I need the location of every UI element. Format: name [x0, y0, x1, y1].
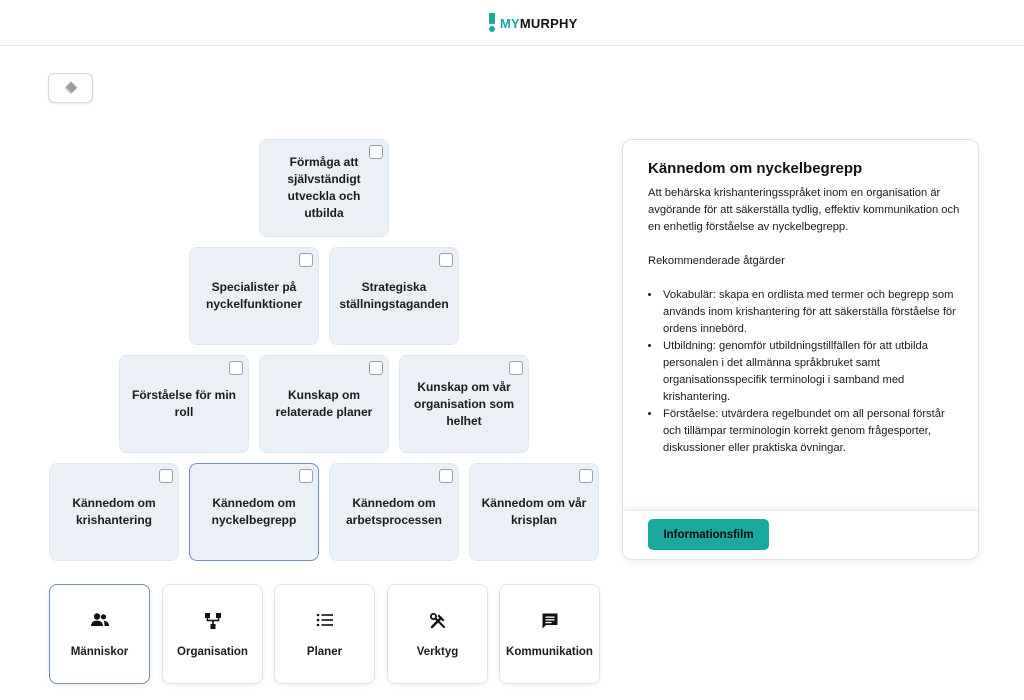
- tile-kannedom-om-arbetsprocessen[interactable]: [329, 463, 459, 561]
- eraser-button[interactable]: [48, 73, 93, 103]
- category-label: Människor: [70, 646, 129, 658]
- logo[interactable]: [489, 13, 577, 33]
- info-panel: [622, 139, 979, 560]
- tile-label: Kännedom om vår krisplan: [481, 496, 587, 527]
- tile-specialister-pa-nyckelfunktioner[interactable]: [189, 247, 319, 345]
- tile-checkbox[interactable]: [159, 469, 173, 483]
- category-label: Planer: [306, 646, 343, 658]
- category-manniskor[interactable]: [49, 584, 150, 684]
- tools-icon: [429, 612, 447, 630]
- tile-label: Förmåga att självständigt utveckla och utbilda: [287, 155, 361, 220]
- tile-checkbox[interactable]: [579, 469, 593, 483]
- action-item: • Vokabulär: skapa en ordlista med termer och begrepp som används inom krishantering för att säkerställa förståelse för ordens innebörd.: [661, 287, 960, 338]
- informationsfilm-button[interactable]: Informationsfilm: [648, 519, 769, 550]
- tile-kannedom-om-krishantering[interactable]: [49, 463, 179, 561]
- actions-list: [648, 287, 960, 457]
- info-panel-body: [648, 185, 960, 457]
- action-item: • Förståelse: utvärdera regelbundet om all personal förstår och tillämpar terminologin korrekt genom frågesporter, diskussioner eller praktiska övningar.: [661, 406, 960, 457]
- tile-label: Kunskap om relaterade planer: [275, 388, 373, 419]
- logo-mark-icon: [489, 13, 497, 33]
- info-panel-title: Kännedom om nyckelbegrepp: [648, 160, 863, 177]
- category-organisation[interactable]: [162, 584, 263, 684]
- tile-label: Specialister på nyckelfunktioner: [205, 280, 303, 311]
- tile-kunskap-om-var-organisation[interactable]: [399, 355, 529, 453]
- list-icon: [316, 612, 334, 628]
- tile-label: Kännedom om krishantering: [72, 496, 156, 527]
- tile-checkbox[interactable]: [509, 361, 523, 375]
- category-kommunikation[interactable]: [499, 584, 600, 684]
- category-label: Kommunikation: [506, 646, 593, 658]
- actions-heading: Rekommenderade åtgärder: [648, 255, 785, 267]
- tile-checkbox[interactable]: [229, 361, 243, 375]
- tile-checkbox[interactable]: [439, 469, 453, 483]
- tile-checkbox[interactable]: [369, 145, 383, 159]
- tile-label: Kännedom om nyckelbegrepp: [211, 496, 297, 527]
- category-verktyg[interactable]: [387, 584, 488, 684]
- people-icon: [90, 612, 110, 628]
- tile-checkbox[interactable]: [299, 469, 313, 483]
- category-label: Organisation: [177, 646, 248, 658]
- tile-kannedom-om-nyckelbegrepp[interactable]: [189, 463, 319, 561]
- tile-checkbox[interactable]: [369, 361, 383, 375]
- top-header: [0, 0, 1024, 46]
- tile-kunskap-om-relaterade-planer[interactable]: [259, 355, 389, 453]
- tile-checkbox[interactable]: [439, 253, 453, 267]
- tile-label: Förståelse för min roll: [131, 388, 237, 419]
- category-planer[interactable]: [274, 584, 375, 684]
- tile-formaga-att-sjalvstandigt-utveckla[interactable]: [259, 139, 389, 237]
- info-description: Att behärska krishanteringsspråket inom en organisation är avgörande för att säkerställa tydlig, effektiv kommunikation och en enhetlig förståelse av nyckelbegrepp.: [648, 187, 960, 233]
- logo-text: MYMURPHY: [500, 15, 578, 31]
- tile-strategiska-stallningstaganden[interactable]: [329, 247, 459, 345]
- tile-forstaelse-for-min-roll[interactable]: [119, 355, 249, 453]
- chat-icon: [541, 612, 559, 630]
- tile-label: Strategiska ställningstaganden: [339, 280, 449, 311]
- org-chart-icon: [204, 612, 222, 630]
- category-label: Verktyg: [416, 646, 459, 658]
- tile-checkbox[interactable]: [299, 253, 313, 267]
- action-item: • Utbildning: genomför utbildningstillfällen för att utbilda personalen i det allmänna språkbruket samt organisationsspecifik terminologi i samband med krishantering.: [661, 338, 960, 406]
- tile-label: Kännedom om arbetsprocessen: [345, 496, 443, 527]
- tile-kannedom-om-var-krisplan[interactable]: [469, 463, 599, 561]
- tile-label: Kunskap om vår organisation som helhet: [413, 379, 514, 428]
- eraser-icon: [63, 80, 79, 96]
- info-panel-footer: [623, 510, 979, 559]
